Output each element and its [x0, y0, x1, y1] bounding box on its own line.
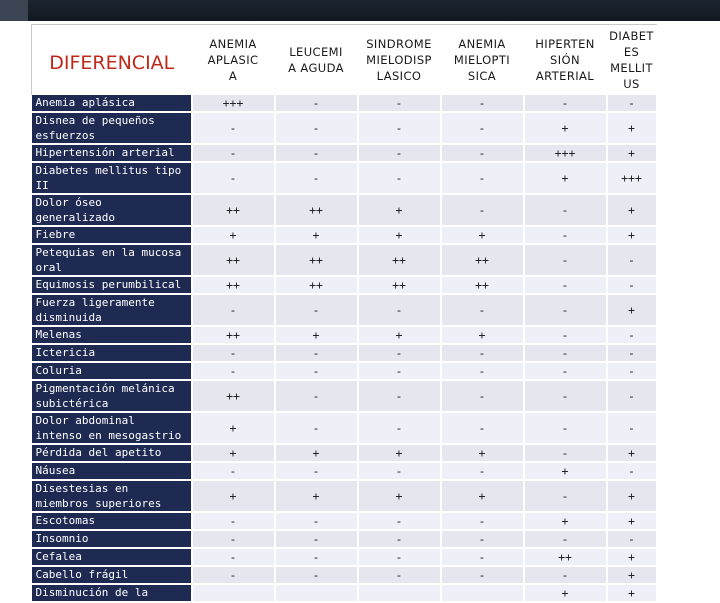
table-row [32, 112, 657, 144]
table-cell: - [275, 112, 358, 144]
table-cell: - [275, 95, 358, 112]
column-header: DIABET ES MELLIT US [607, 25, 657, 95]
table-cell: ++ [441, 276, 524, 294]
table-cell: ++ [192, 194, 275, 226]
table-cell: ++ [441, 244, 524, 276]
table-cell: - [275, 380, 358, 412]
table-row [32, 144, 657, 162]
table-cell: - [192, 344, 275, 362]
table-cell: + [524, 462, 607, 480]
table-row [32, 548, 657, 566]
table-cell: - [524, 194, 607, 226]
table-cell: - [607, 380, 657, 412]
table-cell: ++ [192, 326, 275, 344]
table-cell: - [275, 162, 358, 194]
table-cell: ++ [275, 244, 358, 276]
table-cell: - [524, 566, 607, 584]
table-row [32, 276, 657, 294]
row-label: Petequias en la mucosa oral [32, 244, 192, 276]
table-cell: + [607, 480, 657, 512]
table-body [32, 95, 657, 602]
table-cell: - [441, 462, 524, 480]
table-cell: - [524, 444, 607, 462]
table-cell: - [192, 548, 275, 566]
table-cell: - [441, 344, 524, 362]
table-cell: - [524, 344, 607, 362]
table-cell: ++ [275, 276, 358, 294]
table-row [32, 294, 657, 326]
table-cell: + [358, 194, 441, 226]
table-cell: - [358, 144, 441, 162]
table-cell [358, 584, 441, 602]
table-cell: + [607, 226, 657, 244]
table-cell: - [441, 95, 524, 112]
table-cell: - [358, 362, 441, 380]
table-cell: + [441, 480, 524, 512]
table-cell: - [607, 412, 657, 444]
table-cell: + [524, 584, 607, 602]
table-cell: + [607, 566, 657, 584]
table-cell: - [607, 276, 657, 294]
table-cell [275, 584, 358, 602]
table-cell: - [441, 412, 524, 444]
table-row [32, 584, 657, 602]
table-cell: + [192, 444, 275, 462]
table-cell: ++ [275, 194, 358, 226]
table-cell: + [358, 226, 441, 244]
row-label: Dolor óseo generalizado [32, 194, 192, 226]
table-cell: - [441, 566, 524, 584]
table-cell: ++ [358, 276, 441, 294]
table-cell: +++ [524, 144, 607, 162]
row-label: Fiebre [32, 226, 192, 244]
table-cell: - [192, 144, 275, 162]
table-row [32, 362, 657, 380]
table-cell: - [192, 112, 275, 144]
table-cell: - [275, 462, 358, 480]
table-cell: + [192, 480, 275, 512]
table-cell: - [607, 244, 657, 276]
row-label: Dolor abdominal intenso en mesogastrio [32, 412, 192, 444]
row-label: Diabetes mellitus tipo II [32, 162, 192, 194]
table-cell: + [607, 294, 657, 326]
table-cell: - [358, 380, 441, 412]
table-cell: + [524, 162, 607, 194]
table-cell: + [524, 112, 607, 144]
corner-label: DIFERENCIAL [32, 25, 192, 95]
table-cell: - [441, 162, 524, 194]
table-cell: ++ [358, 244, 441, 276]
row-label: Coluria [32, 362, 192, 380]
table-row [32, 412, 657, 444]
row-label: Cabello frágil [32, 566, 192, 584]
table-cell: - [441, 194, 524, 226]
table-cell: - [524, 412, 607, 444]
row-label: Disminución de la [32, 584, 192, 602]
table-cell: - [358, 530, 441, 548]
table-cell: - [607, 462, 657, 480]
table-cell [441, 584, 524, 602]
table-cell: +++ [607, 162, 657, 194]
table-cell: - [524, 530, 607, 548]
table-cell: - [524, 294, 607, 326]
column-header: ANEMIA APLASIC A [192, 25, 275, 95]
table-cell: - [275, 530, 358, 548]
table-cell: - [607, 326, 657, 344]
row-label: Fuerza ligeramente disminuida [32, 294, 192, 326]
table-cell: - [441, 548, 524, 566]
table-row [32, 95, 657, 112]
table-row [32, 462, 657, 480]
table-cell: ++ [192, 276, 275, 294]
table-row [32, 480, 657, 512]
row-label: Cefalea [32, 548, 192, 566]
table-cell: - [607, 95, 657, 112]
table-cell: - [441, 112, 524, 144]
table-row [32, 512, 657, 530]
table-cell: - [192, 512, 275, 530]
table-cell: + [192, 412, 275, 444]
table-cell: + [192, 226, 275, 244]
table-cell: - [441, 380, 524, 412]
table-cell: ++ [524, 548, 607, 566]
table-cell: + [358, 480, 441, 512]
table-cell: - [358, 548, 441, 566]
row-label: Ictericia [32, 344, 192, 362]
table-cell: - [358, 462, 441, 480]
table-row [32, 380, 657, 412]
table-cell: - [524, 95, 607, 112]
table-cell: + [607, 548, 657, 566]
table-cell: - [275, 412, 358, 444]
table-cell: - [275, 344, 358, 362]
table-cell: - [275, 512, 358, 530]
table-cell: - [275, 566, 358, 584]
table-row [32, 244, 657, 276]
column-header: HIPERTEN SIÓN ARTERIAL [524, 25, 607, 95]
slide-top-bar [0, 0, 720, 21]
row-label: Insomnio [32, 530, 192, 548]
table-cell: + [607, 444, 657, 462]
table-cell: - [358, 162, 441, 194]
table-cell: +++ [192, 95, 275, 112]
row-label: Melenas [32, 326, 192, 344]
table-cell: - [441, 144, 524, 162]
column-header: SINDROME MIELODISP LASICO [358, 25, 441, 95]
row-label: Escotomas [32, 512, 192, 530]
table-cell: - [358, 412, 441, 444]
table-row [32, 162, 657, 194]
table-cell: - [524, 480, 607, 512]
table-cell: + [358, 326, 441, 344]
table-header-row [32, 25, 657, 95]
table-cell: - [607, 344, 657, 362]
row-label: Anemia aplásica [32, 95, 192, 112]
column-header: ANEMIA MIELOPTI SICA [441, 25, 524, 95]
table-cell: - [192, 362, 275, 380]
table-cell: - [441, 294, 524, 326]
table-cell: - [358, 294, 441, 326]
table-cell: + [275, 226, 358, 244]
row-label: Hipertensión arterial [32, 144, 192, 162]
table-cell: - [192, 462, 275, 480]
row-label: Pigmentación melánica subictérica [32, 380, 192, 412]
table-cell: - [192, 530, 275, 548]
table-cell: + [441, 444, 524, 462]
table-cell: + [607, 112, 657, 144]
table-cell: + [441, 326, 524, 344]
row-label: Equimosis perumbilical [32, 276, 192, 294]
table-cell: - [275, 144, 358, 162]
table-cell: + [607, 144, 657, 162]
table-cell: - [607, 362, 657, 380]
table-cell: - [192, 162, 275, 194]
table-cell: - [524, 226, 607, 244]
table-cell: - [275, 294, 358, 326]
table-row [32, 194, 657, 226]
table-cell [192, 584, 275, 602]
table-cell: - [358, 95, 441, 112]
slide-left-margin [0, 21, 28, 540]
table-cell: - [192, 294, 275, 326]
table-cell: + [607, 194, 657, 226]
table-cell: - [524, 380, 607, 412]
table-cell: - [524, 326, 607, 344]
row-label: Náusea [32, 462, 192, 480]
table-cell: - [441, 512, 524, 530]
table-cell: - [275, 548, 358, 566]
table-cell: + [275, 444, 358, 462]
table-cell: - [358, 112, 441, 144]
row-label: Pérdida del apetito [32, 444, 192, 462]
table-cell: - [192, 566, 275, 584]
table-row [32, 530, 657, 548]
table-cell: + [441, 226, 524, 244]
table-cell: ++ [192, 244, 275, 276]
table-cell: - [441, 530, 524, 548]
table-cell: - [358, 566, 441, 584]
differential-diagnosis-table [31, 24, 658, 603]
table-row [32, 326, 657, 344]
table-cell: - [358, 344, 441, 362]
row-label: Disnea de pequeños esfuerzos [32, 112, 192, 144]
table-cell: - [275, 362, 358, 380]
table-row [32, 566, 657, 584]
table-cell: + [275, 480, 358, 512]
table-cell: + [524, 512, 607, 530]
table-cell: + [607, 512, 657, 530]
table-cell: + [275, 326, 358, 344]
table-row [32, 226, 657, 244]
table-cell: - [524, 276, 607, 294]
table-cell: - [524, 244, 607, 276]
table-row [32, 444, 657, 462]
table-cell: - [524, 362, 607, 380]
table-cell: + [358, 444, 441, 462]
table-cell: - [358, 512, 441, 530]
table-cell: + [607, 584, 657, 602]
table-cell: - [607, 530, 657, 548]
table-cell: - [441, 362, 524, 380]
table-row [32, 344, 657, 362]
top-bar-accent [0, 0, 28, 21]
column-header: LEUCEMI A AGUDA [275, 25, 358, 95]
row-label: Disestesias en miembros superiores [32, 480, 192, 512]
table-cell: ++ [192, 380, 275, 412]
